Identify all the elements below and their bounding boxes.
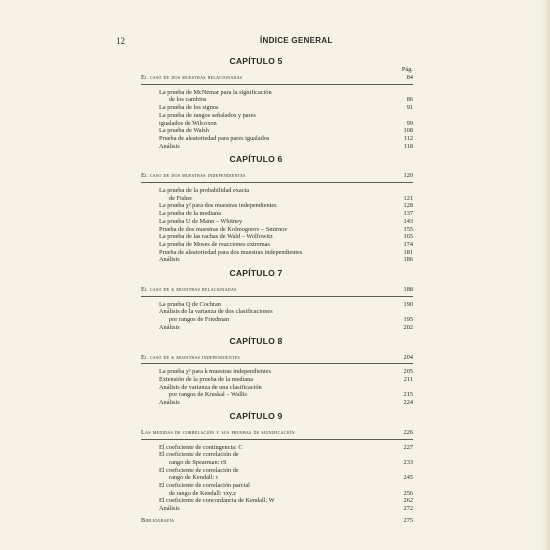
section-entry [141, 172, 413, 180]
entry-page: 174 [403, 240, 413, 248]
toc-entry [141, 505, 413, 513]
entry-page: 190 [403, 300, 413, 308]
toc-entry [141, 195, 413, 203]
entry-title: Análisis de la varianza de dos clasificaciones [159, 308, 273, 316]
entry-page: 226 [403, 428, 413, 436]
section-entry [141, 286, 413, 294]
page-number: 12 [116, 36, 125, 46]
entry-page: 155 [403, 225, 413, 233]
entry-title: de los cambios [169, 96, 207, 104]
entry-page: 227 [403, 443, 413, 451]
chapter-block [141, 336, 413, 411]
running-head: ÍNDICE GENERAL [260, 36, 333, 45]
entry-title: Análisis de varianza de una clasificación [159, 383, 262, 391]
toc-entry [141, 451, 413, 459]
toc-entry [141, 89, 413, 97]
table-of-contents [141, 56, 413, 525]
entry-title: La prueba de las rachas de Wald – Wolfowitz [159, 233, 273, 241]
section-rule [141, 84, 413, 85]
entry-page: 165 [403, 233, 413, 241]
toc-entry [141, 482, 413, 490]
toc-entry [141, 467, 413, 475]
toc-entry [141, 308, 413, 316]
toc-entry [141, 301, 413, 309]
entry-page: 84 [406, 74, 413, 81]
entry-page: 121 [403, 194, 413, 202]
section-rule [141, 182, 413, 183]
entry-page: 118 [403, 142, 413, 150]
toc-entry [141, 376, 413, 384]
entry-page: 99 [406, 119, 413, 127]
entry-title: Bibliografía [141, 516, 175, 524]
entry-title: El coeficiente de correlación de [159, 466, 239, 474]
entry-page: 186 [403, 256, 413, 264]
entry-title: La prueba χ² para dos muestras independientes [159, 202, 277, 210]
entry-title: Análisis [159, 399, 180, 407]
entry-title: Extensión de la prueba de la mediana [159, 375, 254, 383]
toc-entry [141, 444, 413, 452]
toc-entry [141, 384, 413, 392]
toc-entry [141, 490, 413, 498]
entry-page: 108 [403, 127, 413, 135]
entry-title: Análisis [159, 142, 180, 150]
toc-entry [141, 187, 413, 195]
entry-page: 112 [403, 134, 413, 142]
section-rule [141, 296, 413, 297]
entry-title: rango de Kendall: τ [169, 474, 219, 482]
entry-title: El coeficiente de correlación parcial [159, 482, 250, 490]
entry-title: Las medidas de correlación y sus pruebas de significación [141, 428, 295, 436]
entry-page: 195 [403, 316, 413, 324]
entry-title: El caso de dos muestras relacionadas [141, 74, 243, 81]
entry-page: 262 [403, 497, 413, 505]
entry-title: El coeficiente de concordancia de Kendall: W [159, 497, 275, 505]
toc-entry [141, 256, 413, 264]
chapter-title: CAPÍTULO 9 [229, 410, 283, 421]
entry-title: Análisis [159, 256, 180, 264]
entry-title: El caso de k muestras relacionadas [141, 286, 237, 294]
entry-title: La prueba de los signos [159, 104, 219, 112]
toc-entry [141, 112, 413, 120]
toc-entry [141, 127, 413, 135]
entry-page: 91 [406, 104, 413, 112]
chapter-block [141, 411, 413, 517]
entry-page: 204 [403, 353, 413, 361]
entry-page: 224 [403, 399, 413, 407]
entry-page: 202 [403, 323, 413, 331]
chapter-title: CAPÍTULO 8 [229, 335, 283, 346]
entry-title: El coeficiente de contingencia: C [159, 443, 243, 451]
chapter-heading [141, 154, 413, 168]
toc-entry [141, 202, 413, 210]
entry-page: 211 [403, 375, 413, 383]
chapter-title: CAPÍTULO 5 [229, 56, 283, 66]
toc-entry [141, 249, 413, 257]
entry-page: 120 [403, 172, 413, 180]
chapter-block [141, 56, 413, 154]
entry-title: La prueba de la mediana [159, 210, 221, 218]
entry-title: igualados de Wilcoxon [159, 119, 217, 127]
toc-entry [141, 459, 413, 467]
section-entry [141, 74, 413, 82]
entry-title: El caso de dos muestras independientes [141, 172, 246, 180]
entry-page: 137 [403, 210, 413, 218]
entry-title: La prueba de Walsh [159, 127, 209, 135]
page-column-label: Pág. [401, 66, 413, 73]
chapter-heading [141, 56, 413, 73]
toc-entry [141, 210, 413, 218]
toc-entry [141, 241, 413, 249]
entry-title: La prueba U de Mann – Whitney [159, 217, 243, 225]
toc-entry [141, 474, 413, 482]
entry-page: 205 [403, 368, 413, 376]
toc-entry [141, 120, 413, 128]
entry-title: La prueba de McNemar para la significación [159, 88, 272, 96]
section-rule [141, 439, 413, 440]
chapter-title: CAPÍTULO 7 [229, 268, 283, 279]
toc-entry [141, 96, 413, 104]
entry-page: 256 [403, 489, 413, 497]
toc-entry [141, 104, 413, 112]
toc-entry [141, 226, 413, 234]
toc-entry [141, 399, 413, 407]
entry-page: 86 [406, 96, 413, 104]
section-entry [141, 354, 413, 362]
toc-entry [141, 391, 413, 399]
entry-title: La prueba Q de Cochran [159, 300, 221, 308]
chapter-block [141, 154, 413, 268]
entry-page: 215 [403, 391, 413, 399]
entry-title: por rangos de Friedman [169, 316, 229, 324]
entry-title: Análisis [159, 505, 180, 513]
entry-title: La prueba de la probabilidad exacta [159, 187, 250, 195]
entry-page: 181 [403, 248, 413, 256]
toc-entry [141, 233, 413, 241]
section-rule [141, 363, 413, 364]
toc-entry [141, 135, 413, 143]
toc-entry [141, 218, 413, 226]
chapter-heading [141, 336, 413, 350]
toc-entry [141, 143, 413, 151]
entry-title: Prueba de aleatoriedad para dos muestras independientes [159, 248, 303, 256]
entry-title: Prueba de aleatoriedad para pares igualados [159, 134, 270, 142]
entry-page: 143 [403, 217, 413, 225]
chapter-heading [141, 411, 413, 425]
entry-title: de Fisher [169, 194, 193, 202]
chapter-block [141, 268, 413, 336]
toc-entry [141, 368, 413, 376]
entry-page: 275 [403, 516, 413, 524]
toc-entry [141, 497, 413, 505]
entry-page: 128 [403, 202, 413, 210]
chapter-title: CAPÍTULO 6 [229, 154, 283, 165]
entry-page: 272 [403, 505, 413, 513]
chapter-heading [141, 268, 413, 282]
entry-title: La prueba de Moses de reacciones extremas [159, 240, 270, 248]
section-entry [141, 429, 413, 437]
entry-page: 245 [403, 474, 413, 482]
entry-title: La prueba de rangos señalados y pares [159, 111, 256, 119]
entry-page: 233 [403, 458, 413, 466]
entry-title: rango de Spearman: rS [169, 458, 227, 466]
entry-title: Prueba de dos muestras de Kolmogorov – Smirnov [159, 225, 288, 233]
entry-title: El coeficiente de correlación de [159, 451, 239, 459]
bibliography-entry [141, 517, 413, 525]
entry-title: Análisis [159, 323, 180, 331]
entry-title: de rango de Kendall: τxy.z [169, 489, 236, 497]
entry-title: por rangos de Kruskal – Wallis [169, 391, 247, 399]
entry-title: La prueba χ² para k muestras independientes [159, 368, 272, 376]
page-edge [542, 0, 550, 550]
toc-entry [141, 324, 413, 332]
entry-title: El caso de k muestras independientes [141, 353, 240, 361]
entry-page: 188 [403, 286, 413, 294]
page-header [0, 36, 550, 50]
toc-entry [141, 316, 413, 324]
